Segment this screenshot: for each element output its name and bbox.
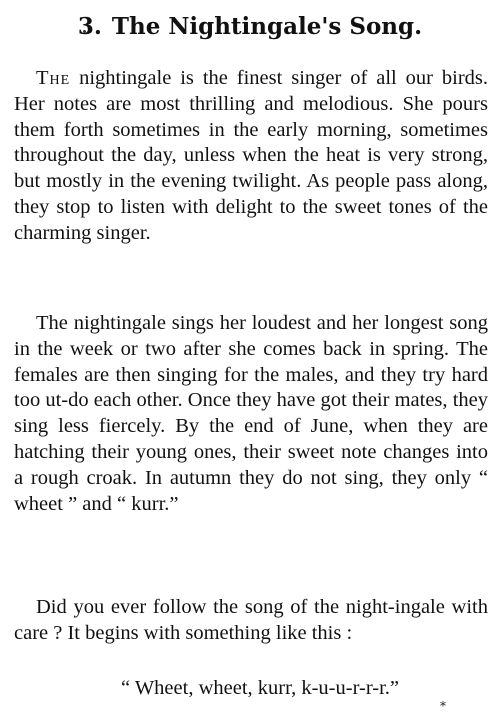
song-quote: “ Wheet, wheet, kurr, k-u-u-r-r-r.” — [120, 677, 399, 699]
signature-mark: * — [440, 699, 446, 713]
paragraph-3: Did you ever follow the song of the night-ingale with care ? It begins with something like this : — [14, 596, 488, 644]
paragraph-1-text: nightingale is the finest singer of all our birds. Her notes are most thrilling and melodious. She pours them forth sometimes in the early morning, sometimes throughout the day, unless when the heat is very strong, but mostly in the evening twilight. As people pass along, they stop to listen with delight to the sweet tones of the charming singer. — [14, 67, 488, 244]
paragraph-1 — [14, 66, 488, 247]
drop-lead-word: The — [36, 67, 71, 89]
paragraph-2: The nightingale sings her loudest and her longest song in the week or two after she comes back in spring. The females are then singing for the males, and they try hard too ut-do each other. Once they have got their mates, they sing less fiercely. By the end of June, when they are hatching their young ones, their sweet note changes into a rough croak. In autumn they do not sing, they only “ wheet ” and “ kurr.” — [14, 312, 488, 515]
chapter-heading — [0, 12, 500, 42]
chapter-title: The Nightingale's Song. — [111, 13, 423, 40]
chapter-number: 3. — [77, 13, 102, 40]
